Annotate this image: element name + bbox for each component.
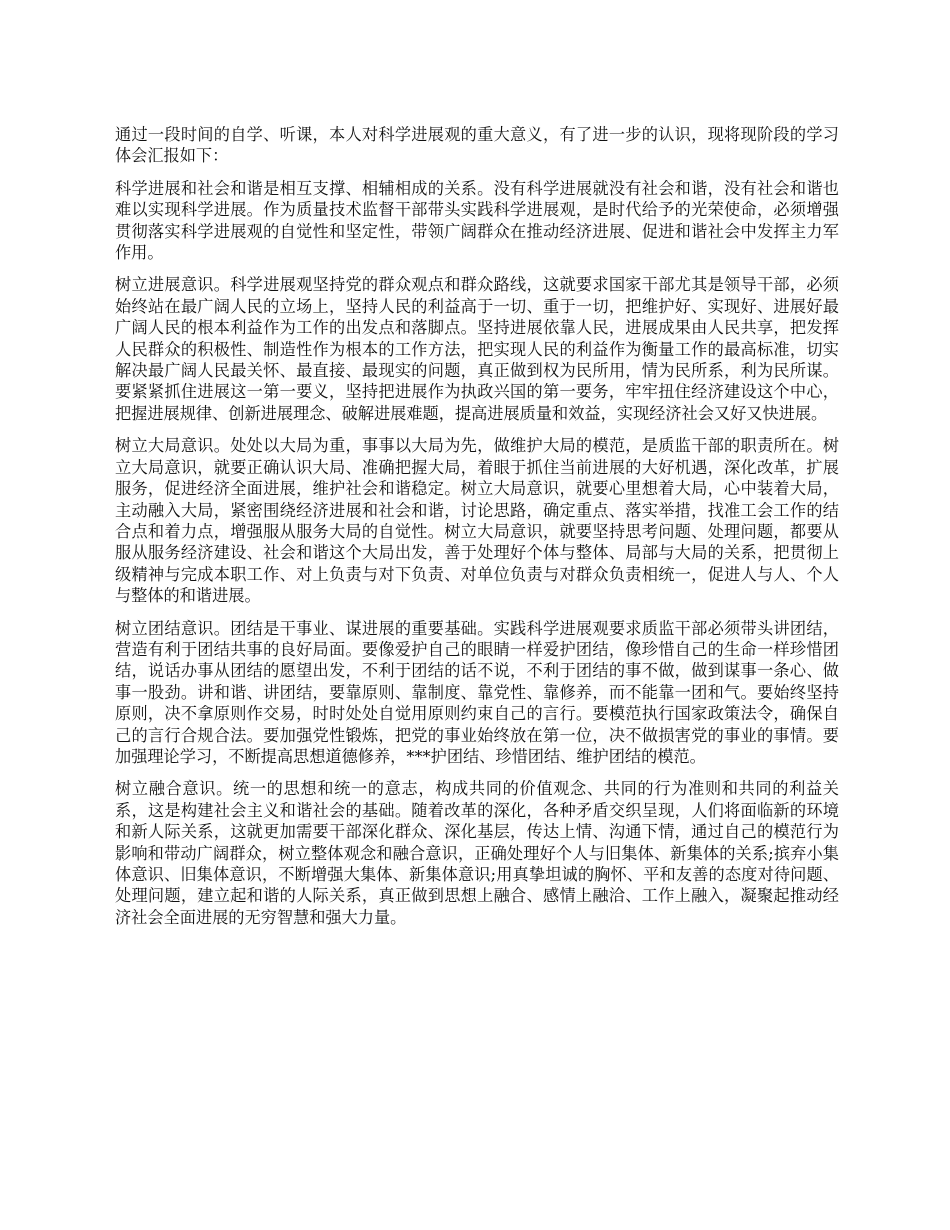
paragraph-overall-awareness: 树立大局意识。处处以大局为重，事事以大局为先，做维护大局的模范，是质监干部的职责所在。树立大局意识，就要正确认识大局、准确把握大局，着眼于抓住当前进展的大好机遇，深化改革，扩展服务，促进经济全面进展，维护社会和谐稳定。树立大局意识，就要心里想着大局，心中装着大局，主动融入大局，紧密围绕经济进展和社会和谐，讨论思路，确定重点、落实举措，找准工会工作的结合点和着力点，增强服从服务大局的自觉性。树立大局意识，就要坚持思考问题、处理问题，都要从服从服务经济建设、社会和谐这个大局出发，善于处理好个体与整体、局部与大局的关系，把贯彻上级精神与完成本职工作、对上负责与对下负责、对单位负责与对群众负责相统一，促进人与人、个人与整体的和谐进展。 — [115, 436, 839, 606]
paragraph-unity-awareness: 树立团结意识。团结是干事业、谋进展的重要基础。实践科学进展观要求质监干部必须带头讲团结，营造有利于团结共事的良好局面。要像爱护自己的眼睛一样爱护团结，像珍惜自己的生命一样珍惜团结，说话办事从团结的愿望出发，不利于团结的话不说，不利于团结的事不做，做到谋事一条心、做事一股劲。讲和谐、讲团结，要靠原则、靠制度、靠党性、靠修养，而不能靠一团和气。要始终坚持原则，决不拿原则作交易，时时处处自觉用原则约束自己的言行。要模范执行国家政策法令，确保自己的言行合规合法。要加强党性锻炼，把党的事业始终放在第一位，决不做损害党的事业的事情。要加强理论学习，不断提高思想道德修养，***护团结、珍惜团结、维护团结的模范。 — [115, 618, 839, 766]
paragraph-intro: 通过一段时间的自学、听课，本人对科学进展观的重大意义，有了进一步的认识，现将现阶段的学习体会汇报如下： — [115, 125, 839, 166]
paragraph-development-awareness: 树立进展意识。科学进展观坚持党的群众观点和群众路线，这就要求国家干部尤其是领导干部，必须始终站在最广阔人民的立场上，坚持人民的利益高于一切、重于一切，把维护好、实现好、进展好最广阔人民的根本利益作为工作的出发点和落脚点。坚持进展依靠人民，进展成果由人民共享，把发挥人民群众的积极性、制造性作为根本的工作方法，把实现人民的利益作为衡量工作的最高标准，切实解决最广阔人民最关怀、最直接、最现实的问题，真正做到权为民所用，情为民所系，利为民所谋。要紧紧抓住进展这一第一要义，坚持把进展作为执政兴国的第一要务，牢牢扭住经济建设这个中心，把握进展规律、创新进展理念、破解进展难题，提高进展质量和效益，实现经济社会又好又快进展。 — [115, 275, 839, 423]
paragraph-science-harmony: 科学进展和社会和谐是相互支撑、相辅相成的关系。没有科学进展就没有社会和谐，没有社会和谐也难以实现科学进展。作为质量技术监督干部带头实践科学进展观，是时代给予的光荣使命，必须增强贯彻落实科学进展观的自觉性和坚定性，带领广阔群众在推动经济进展、促进和谐社会中发挥主力军作用。 — [115, 178, 839, 263]
document-body — [115, 124, 839, 939]
paragraph-integration-awareness: 树立融合意识。统一的思想和统一的意志，构成共同的价值观念、共同的行为准则和共同的利益关系，这是构建社会主义和谐社会的基础。随着改革的深化，各种矛盾交织呈现，人们将面临新的环境和新人际关系，这就更加需要干部深化群众、深化基层，传达上情、沟通下情，通过自己的模范行为影响和带动广阔群众，树立整体观念和融合意识，正确处理好个人与旧集体、新集体的关系;摈弃小集体意识、旧集体意识，不断增强大集体、新集体意识;用真挚坦诚的胸怀、平和友善的态度对待问题、处理问题，建立起和谐的人际关系，真正做到思想上融合、感情上融洽、工作上融入，凝聚起推动经济社会全面进展的无穷智慧和强大力量。 — [115, 779, 839, 927]
